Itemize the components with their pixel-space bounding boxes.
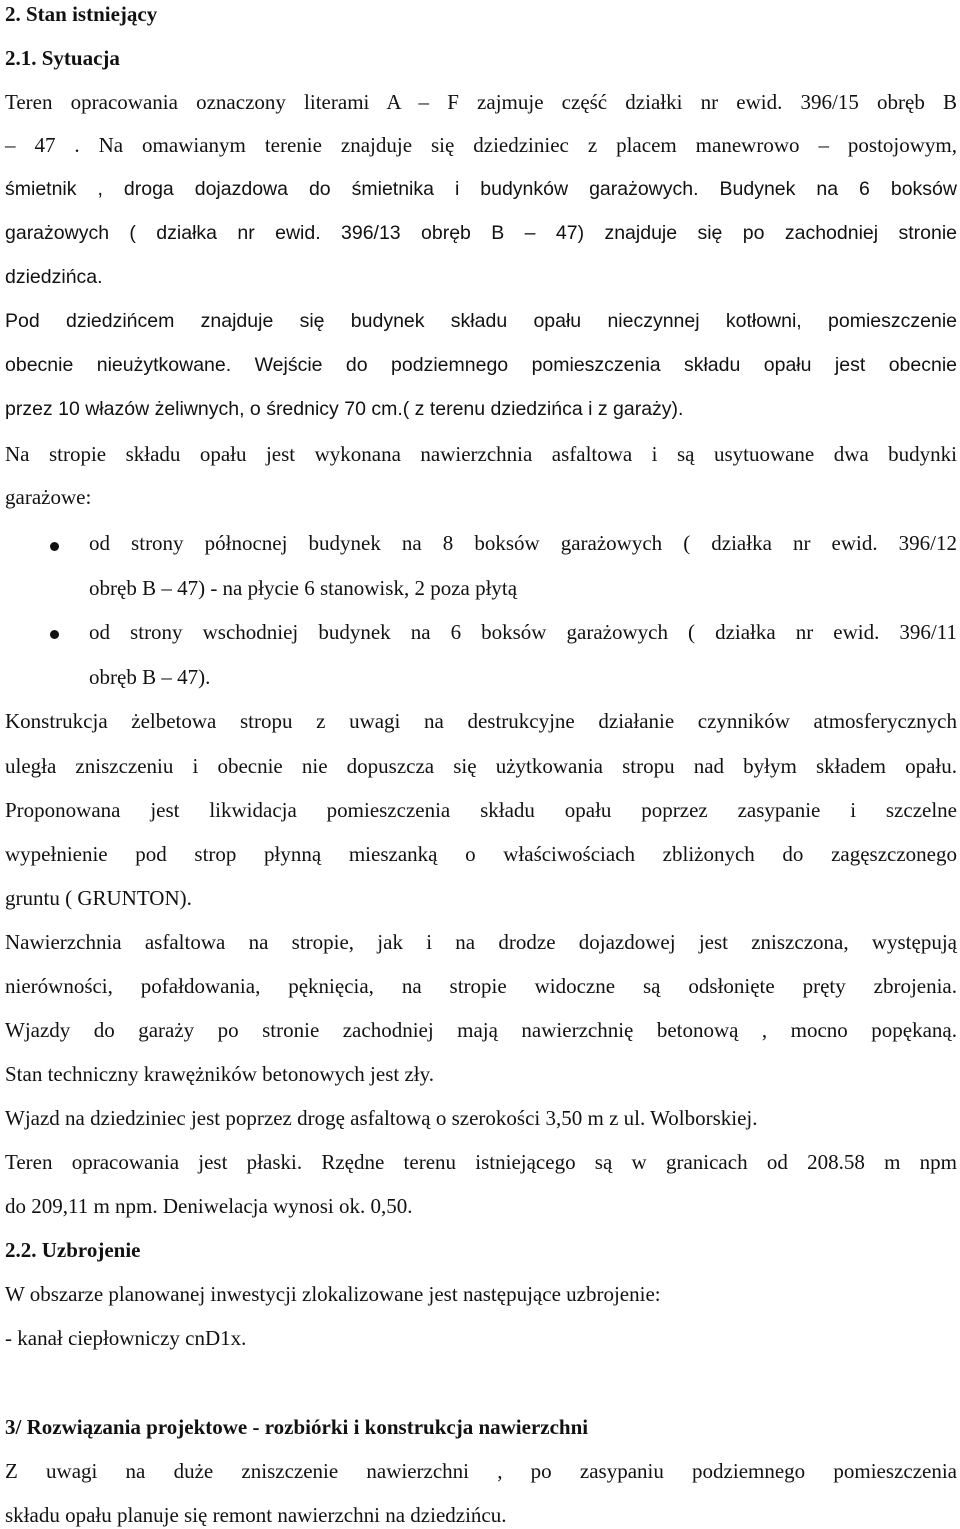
paragraph-line: Wjazd na dziedziniec jest poprzez drogę asfaltową o szerokości 3,50 m z ul. Wolborskiej. bbox=[5, 1106, 758, 1130]
paragraph-line: uległa zniszczeniu i obecnie nie dopuszcza się użytkowania stropu nad byłym składem opału. bbox=[5, 754, 957, 778]
bullet-item-line: od strony północnej budynek na 8 boksów garażowych ( działka nr ewid. 396/12 bbox=[89, 531, 957, 555]
paragraph-line: Na stropie składu opału jest wykonana nawierzchnia asfaltowa i są usytuowane dwa budynki bbox=[5, 442, 957, 466]
paragraph-line: garażowych ( działka nr ewid. 396/13 obręb B – 47) znajduje się po zachodniej stronie bbox=[5, 222, 957, 244]
paragraph-line: Nawierzchnia asfaltowa na stropie, jak i na drodze dojazdowej jest zniszczona, występują bbox=[5, 930, 957, 954]
section-2-1-heading: 2.1. Sytuacja bbox=[5, 46, 120, 70]
paragraph-line: dziedzińca. bbox=[5, 266, 103, 288]
section-2-2-heading: 2.2. Uzbrojenie bbox=[5, 1238, 141, 1262]
paragraph-line: Z uwagi na duże zniszczenie nawierzchni , po zasypaniu podziemnego pomieszczenia bbox=[5, 1459, 957, 1483]
paragraph-line: obecnie nieużytkowane. Wejście do podziemnego pomieszczenia składu opału jest obecnie bbox=[5, 354, 957, 376]
paragraph-line: Wjazdy do garaży po stronie zachodniej mają nawierzchnię betonową , mocno popękaną. bbox=[5, 1018, 957, 1042]
paragraph-line: składu opału planuje się remont nawierzchni na dziedzińcu. bbox=[5, 1503, 507, 1527]
paragraph-line: Teren opracowania oznaczony literami A – F zajmuje część działki nr ewid. 396/15 obręb B bbox=[5, 90, 957, 114]
paragraph-line: Proponowana jest likwidacja pomieszczenia składu opału poprzez zasypanie i szczelne bbox=[5, 798, 957, 822]
section-2-heading: 2. Stan istniejący bbox=[5, 2, 158, 26]
paragraph-line: Stan techniczny krawężników betonowych jest zły. bbox=[5, 1062, 435, 1086]
paragraph-line: garażowe: bbox=[5, 485, 92, 509]
paragraph-line: nierówności, pofałdowania, pęknięcia, na stropie widoczne są odsłonięte pręty zbrojenia. bbox=[5, 974, 957, 998]
paragraph-line: wypełnienie pod strop płynną mieszanką o właściwościach zbliżonych do zagęszczonego bbox=[5, 842, 957, 866]
paragraph-line: przez 10 włazów żeliwnych, o średnicy 70 cm.( z terenu dziedzińca i z garaży). bbox=[5, 398, 684, 420]
paragraph-line: Teren opracowania jest płaski. Rzędne terenu istniejącego są w granicach od 208.58 m npm bbox=[5, 1150, 957, 1174]
section-3-heading: 3/ Rozwiązania projektowe - rozbiórki i konstrukcja nawierzchni bbox=[5, 1415, 589, 1439]
bullet-item-line: od strony wschodniej budynek na 6 boksów garażowych ( działka nr ewid. 396/11 bbox=[89, 620, 957, 644]
paragraph-line: do 209,11 m npm. Deniwelacja wynosi ok. 0,50. bbox=[5, 1194, 413, 1218]
bullet-item-line: obręb B – 47) - na płycie 6 stanowisk, 2 poza płytą bbox=[89, 576, 518, 600]
paragraph-line: Konstrukcja żelbetowa stropu z uwagi na destrukcyjne działanie czynników atmosferycznych bbox=[5, 709, 957, 733]
bullet-icon bbox=[50, 542, 59, 551]
bullet-icon bbox=[50, 630, 59, 639]
paragraph-line: śmietnik , droga dojazdowa do śmietnika i budynków garażowych. Budynek na 6 boksów bbox=[5, 178, 957, 200]
paragraph-line: - kanał ciepłowniczy cnD1x. bbox=[5, 1326, 247, 1350]
paragraph-line: gruntu ( GRUNTON). bbox=[5, 886, 192, 910]
paragraph-line: Pod dziedzińcem znajduje się budynek składu opału nieczynnej kotłowni, pomieszczenie bbox=[5, 310, 957, 332]
bullet-item-line: obręb B – 47). bbox=[89, 665, 211, 689]
paragraph-line: – 47 . Na omawianym terenie znajduje się dziedziniec z placem manewrowo – postojowym, bbox=[5, 133, 957, 157]
paragraph-line: W obszarze planowanej inwestycji zlokalizowane jest następujące uzbrojenie: bbox=[5, 1282, 661, 1306]
